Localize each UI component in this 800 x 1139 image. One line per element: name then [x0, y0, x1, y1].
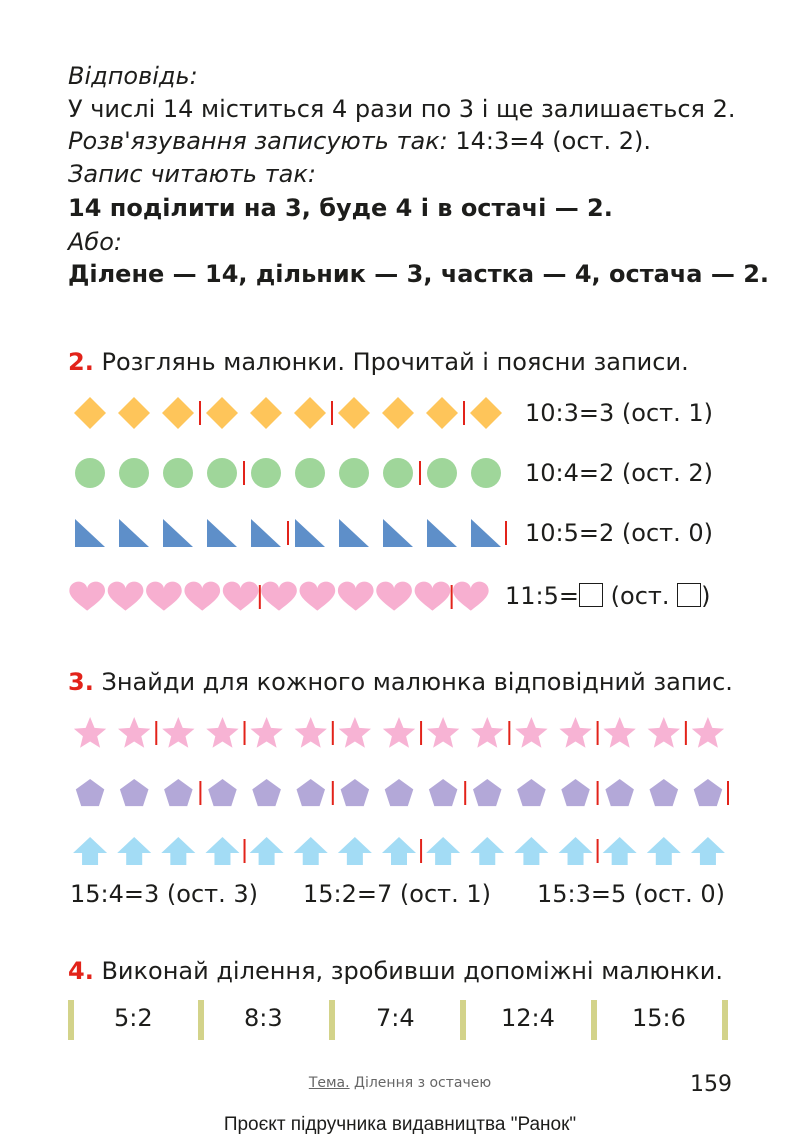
task2-number: 2.	[68, 348, 94, 376]
diamond-shape	[250, 397, 282, 429]
task3-text: Знайди для кожного малюнка відповідний запис.	[101, 668, 733, 696]
arrow-shape	[73, 837, 107, 865]
task2-equation-1: 10:3=3 (ост. 1)	[525, 399, 714, 427]
topic-text: Ділення з остачею	[354, 1075, 492, 1091]
arrow-row-graphic	[68, 831, 730, 871]
heart-shape	[69, 582, 105, 611]
divider-bar	[68, 1000, 74, 1040]
topic-label: Тема.	[308, 1075, 350, 1091]
diamond-row-graphic	[68, 393, 528, 433]
task2-equation-2: 10:4=2 (ост. 2)	[525, 459, 714, 487]
heart-row-graphic	[68, 577, 508, 617]
star-shape	[206, 717, 238, 748]
page-number: 159	[690, 1072, 732, 1097]
pentagon-shape	[120, 779, 149, 806]
triangle-shape	[427, 519, 457, 547]
diamond-shape	[206, 397, 238, 429]
circle-shape	[163, 458, 193, 488]
remainder-answer-box[interactable]	[677, 583, 701, 607]
pentagon-shape	[561, 779, 590, 806]
heart-shape	[376, 582, 412, 611]
footer-topic	[0, 1075, 800, 1091]
star-shape	[427, 717, 459, 748]
triangle-row-graphic	[68, 513, 528, 553]
star-shape	[250, 717, 282, 748]
circle-shape	[383, 458, 413, 488]
star-shape	[515, 717, 547, 748]
arrow-shape	[514, 837, 548, 865]
equation-4-prefix: 11:5=	[505, 582, 580, 610]
star-shape	[692, 717, 724, 748]
triangle-shape	[75, 519, 105, 547]
task2-row-triangles	[68, 513, 528, 553]
pentagon-shape	[605, 779, 634, 806]
triangle-shape	[207, 519, 237, 547]
heart-shape	[184, 582, 220, 611]
task3-row-stars	[68, 713, 730, 753]
circle-shape	[427, 458, 457, 488]
star-shape	[604, 717, 636, 748]
heart-shape	[146, 582, 182, 611]
task4-item-5: 15:6	[632, 1004, 686, 1032]
task3-answer-2: 15:2=7 (ост. 1)	[303, 880, 492, 908]
diamond-shape	[426, 397, 458, 429]
task4-item-3: 7:4	[376, 1004, 415, 1032]
diamond-shape	[338, 397, 370, 429]
task2-row-circles	[68, 453, 528, 493]
reading-label: Запис читають так:	[68, 160, 316, 188]
pentagon-shape	[517, 779, 546, 806]
heart-shape	[338, 582, 374, 611]
triangle-shape	[339, 519, 369, 547]
heart-shape	[261, 582, 297, 611]
task4-item-2: 8:3	[244, 1004, 283, 1032]
solution-label: Розв'язування записують так:	[68, 127, 448, 155]
pentagon-row-graphic	[68, 773, 730, 813]
task3-number: 3.	[68, 668, 94, 696]
circle-shape	[339, 458, 369, 488]
star-shape	[74, 717, 106, 748]
diamond-shape	[382, 397, 414, 429]
or-label: Або:	[68, 228, 122, 256]
pentagon-shape	[473, 779, 502, 806]
task4-item-4: 12:4	[501, 1004, 555, 1032]
arrow-shape	[691, 837, 725, 865]
diamond-shape	[162, 397, 194, 429]
pentagon-shape	[164, 779, 193, 806]
heart-shape	[108, 582, 144, 611]
task4-number: 4.	[68, 957, 94, 985]
arrow-shape	[338, 837, 372, 865]
task3-heading	[68, 666, 733, 698]
pentagon-shape	[385, 779, 414, 806]
heart-shape	[300, 582, 336, 611]
pentagon-shape	[694, 779, 723, 806]
heart-shape	[415, 582, 451, 611]
triangle-shape	[119, 519, 149, 547]
task3-answer-1: 15:4=3 (ост. 3)	[70, 880, 259, 908]
pentagon-shape	[76, 779, 105, 806]
star-shape	[295, 717, 327, 748]
divider-bar	[460, 1000, 466, 1040]
diamond-shape	[118, 397, 150, 429]
task2-equation-4	[505, 580, 711, 612]
task2-equation-3: 10:5=2 (ост. 0)	[525, 519, 714, 547]
arrow-shape	[161, 837, 195, 865]
arrow-shape	[603, 837, 637, 865]
solution-value: 14:3=4 (ост. 2).	[455, 127, 652, 155]
diamond-shape	[294, 397, 326, 429]
circle-shape	[207, 458, 237, 488]
circle-shape	[295, 458, 325, 488]
pentagon-shape	[429, 779, 458, 806]
triangle-shape	[471, 519, 501, 547]
publisher-note: Проєкт підручника видавництва "Ранок"	[223, 1114, 577, 1135]
task2-heading	[68, 346, 689, 378]
task2-row-hearts	[68, 577, 508, 617]
arrow-shape	[426, 837, 460, 865]
equation-4-mid: (ост.	[610, 582, 670, 610]
pentagon-shape	[297, 779, 326, 806]
heart-shape	[223, 582, 259, 611]
arrow-shape	[382, 837, 416, 865]
arrow-shape	[205, 837, 239, 865]
task4-item-1: 5:2	[114, 1004, 153, 1032]
quotient-answer-box[interactable]	[579, 583, 603, 607]
triangle-shape	[251, 519, 281, 547]
star-shape	[559, 717, 591, 748]
solution-line	[68, 125, 651, 157]
answer-label: Відповідь:	[68, 62, 198, 90]
triangle-shape	[163, 519, 193, 547]
arrow-shape	[117, 837, 151, 865]
circle-shape	[471, 458, 501, 488]
pentagon-shape	[341, 779, 370, 806]
task2-text: Розглянь малюнки. Прочитай і поясни записи.	[101, 348, 689, 376]
diamond-shape	[74, 397, 106, 429]
star-shape	[648, 717, 680, 748]
star-shape	[118, 717, 150, 748]
circle-shape	[75, 458, 105, 488]
task2-row-diamonds	[68, 393, 528, 433]
task3-row-arrows	[68, 831, 730, 871]
task4-exercise-strip	[68, 1000, 730, 1040]
circle-row-graphic	[68, 453, 528, 493]
arrow-shape	[559, 837, 593, 865]
task4-heading	[68, 955, 723, 987]
star-shape	[339, 717, 371, 748]
heart-shape	[453, 582, 489, 611]
terms-text: Ділене — 14, дільник — 3, частка — 4, остача — 2.	[68, 260, 770, 288]
divider-bar	[591, 1000, 597, 1040]
pentagon-shape	[208, 779, 237, 806]
divider-bar	[198, 1000, 204, 1040]
task4-text: Виконай ділення, зробивши допоміжні малюнки.	[101, 957, 723, 985]
diamond-shape	[470, 397, 502, 429]
divider-bar	[722, 1000, 728, 1040]
circle-shape	[119, 458, 149, 488]
triangle-shape	[383, 519, 413, 547]
pentagon-shape	[650, 779, 679, 806]
star-row-graphic	[68, 713, 730, 753]
star-shape	[162, 717, 194, 748]
pentagon-shape	[252, 779, 281, 806]
equation-4-suffix: )	[701, 582, 711, 610]
arrow-shape	[647, 837, 681, 865]
arrow-shape	[294, 837, 328, 865]
triangle-shape	[295, 519, 325, 547]
star-shape	[383, 717, 415, 748]
arrow-shape	[250, 837, 284, 865]
reading-text: 14 поділити на 3, буде 4 і в остачі — 2.	[68, 194, 613, 222]
star-shape	[471, 717, 503, 748]
arrow-shape	[470, 837, 504, 865]
answer-line: У числі 14 міститься 4 рази по 3 і ще залишається 2.	[68, 95, 736, 123]
task3-row-pentagons	[68, 773, 730, 813]
task3-answer-3: 15:3=5 (ост. 0)	[537, 880, 726, 908]
circle-shape	[251, 458, 281, 488]
divider-bar	[329, 1000, 335, 1040]
